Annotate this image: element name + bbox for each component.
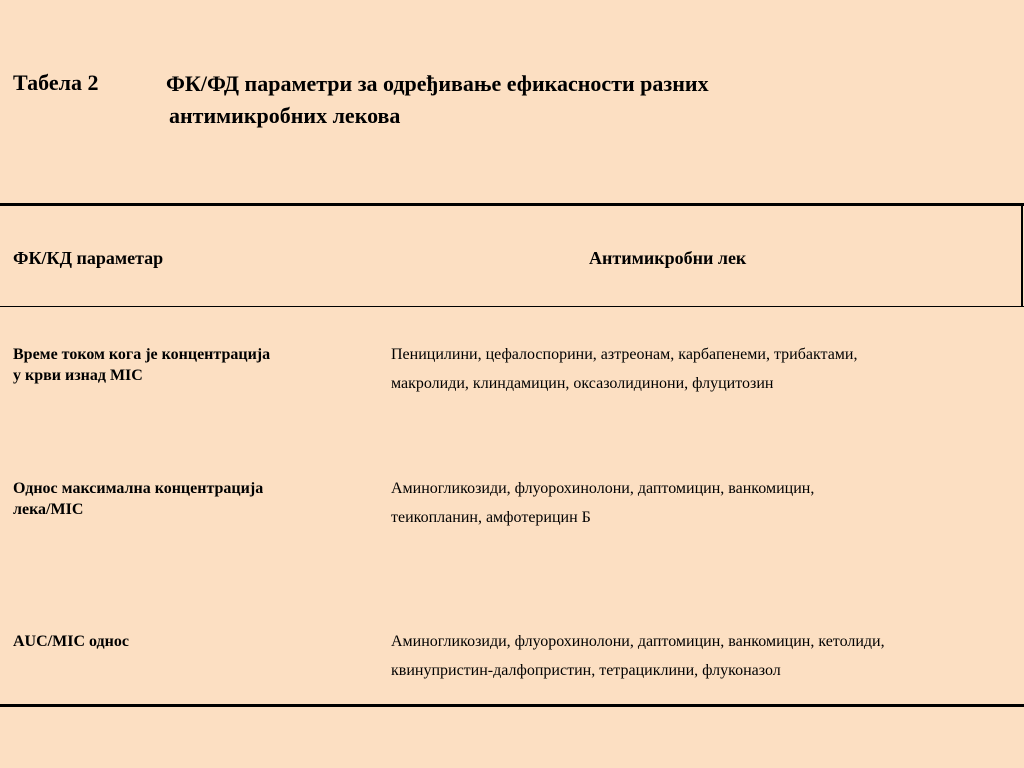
- table-number-label: Табела 2: [13, 70, 99, 95]
- row-3-drugs-line-1: Аминогликозиди, флуорохинолони, даптомицин, ванкомицин, кетолиди,: [391, 633, 885, 650]
- table-title-line-1: ФК/ФД параметри за одређивање ефикасности разних: [166, 71, 709, 96]
- row-1-parameter: [13, 344, 353, 386]
- row-3-drugs: [391, 627, 1016, 685]
- row-1-drugs-line-1: Пеницилини, цефалоспорини, азтреонам, карбапенеми, трибактами,: [391, 346, 858, 363]
- row-2-parameter-line-1: Однос максимална концентрација: [13, 480, 264, 497]
- row-3-drugs-line-2: квинупристин-далфопристин, тетрациклини, флуконазол: [391, 662, 781, 679]
- row-2-parameter: [13, 478, 353, 520]
- table-top-rule: [0, 203, 1024, 206]
- row-1-drugs: [391, 340, 1016, 398]
- header-right-border: [1021, 203, 1023, 307]
- table-title: [166, 68, 926, 132]
- table-title-line-2: антимикробних лекова: [169, 103, 401, 128]
- header-bottom-rule: [0, 306, 1024, 307]
- row-3-parameter: [13, 631, 353, 652]
- row-1-parameter-line-1: Време током кога је концентрација: [13, 346, 271, 363]
- row-1-parameter-line-2: у крви изнад MIC: [13, 367, 143, 384]
- table-bottom-rule: [0, 704, 1024, 707]
- header-parameter: ФК/КД параметар: [13, 248, 164, 268]
- row-2-drugs: [391, 474, 1016, 532]
- row-2-drugs-line-1: Аминогликозиди, флуорохинолони, даптомицин, ванкомицин,: [391, 480, 815, 497]
- row-2-parameter-line-2: лека/MIC: [13, 501, 84, 518]
- row-2-drugs-line-2: теикопланин, амфотерицин Б: [391, 509, 591, 526]
- header-antimicrobial-drug: Антимикробни лек: [589, 248, 747, 268]
- row-3-parameter-line-1: AUC/MIC однос: [13, 633, 129, 650]
- row-1-drugs-line-2: макролиди, клиндамицин, оксазолидинони, флуцитозин: [391, 375, 774, 392]
